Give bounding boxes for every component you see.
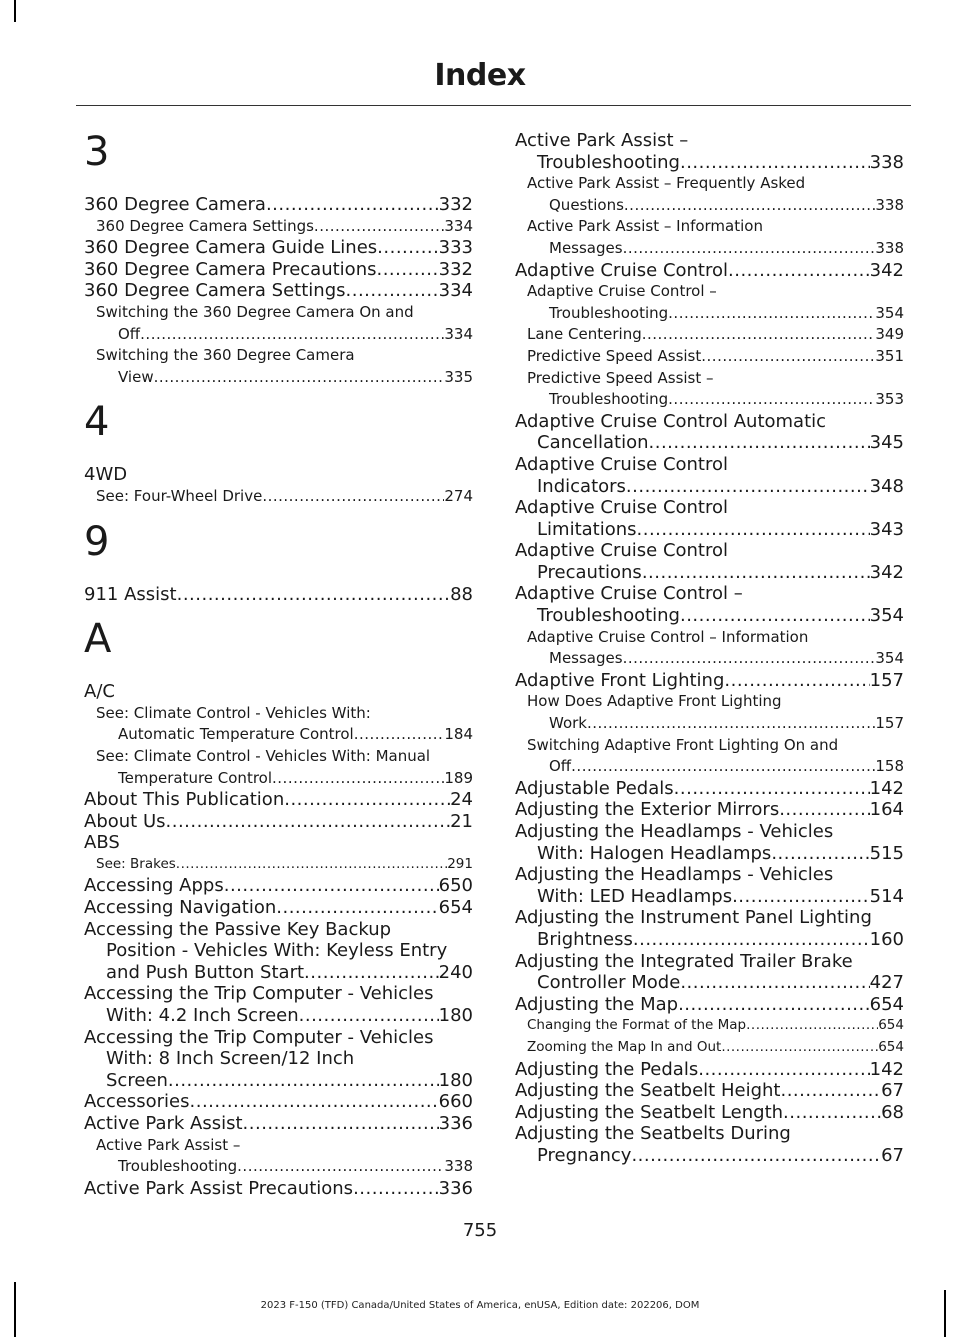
entry-text: Cancellation <box>537 432 649 454</box>
index-entry <box>84 259 473 281</box>
index-entry <box>84 237 473 259</box>
page-ref: 24 <box>450 789 473 811</box>
entry-text: Adjusting the Seatbelts During <box>515 1123 791 1145</box>
entry-text: Accessories <box>84 1091 190 1113</box>
entry-text: See: Climate Control - Vehicles With: Manual <box>96 746 431 765</box>
entry-text: With: 4.2 Inch Screen <box>106 1005 299 1027</box>
dot-leader <box>623 648 876 670</box>
dot-leader <box>732 886 870 908</box>
entry-text: Screen <box>106 1069 168 1091</box>
crop-mark-bottom-right <box>944 1290 946 1337</box>
header-divider <box>76 105 911 106</box>
index-entry <box>515 864 904 907</box>
entry-text: Off <box>549 757 572 776</box>
entry-text: Adjusting the Seatbelt Height <box>515 1080 781 1102</box>
index-entry <box>84 1113 473 1135</box>
entry-text: Controller Mode <box>537 972 681 994</box>
dot-leader <box>728 260 870 282</box>
index-entry <box>515 907 904 950</box>
dot-leader <box>166 811 451 833</box>
page-ref: 335 <box>444 367 473 386</box>
page-ref: 332 <box>438 258 473 280</box>
entry-text: Adjusting the Integrated Trailer Brake <box>515 950 853 972</box>
index-entry <box>515 497 904 540</box>
section-letter-heading: 4 <box>84 399 110 446</box>
index-entry <box>515 821 904 864</box>
entry-text: Troubleshooting <box>118 1157 238 1176</box>
entry-text: Troubleshooting <box>549 390 669 409</box>
entry-text: Work <box>549 714 587 733</box>
page-ref: 164 <box>869 799 904 821</box>
page-title: Index <box>434 58 526 93</box>
entry-text: With: 8 Inch Screen/12 Inch <box>106 1048 355 1070</box>
page-ref: 343 <box>869 518 904 540</box>
dot-leader <box>680 152 870 174</box>
entry-text: With: Halogen Headlamps <box>537 842 772 864</box>
entry-text: Troubleshooting <box>549 303 669 322</box>
entry-text: Adaptive Cruise Control <box>515 540 729 562</box>
entry-text: Adaptive Cruise Control <box>515 453 729 475</box>
page-ref: 654 <box>878 1017 904 1034</box>
index-subentry <box>515 346 904 368</box>
page-ref: 348 <box>869 475 904 497</box>
entry-text: Temperature Control <box>118 768 273 787</box>
index-subentry <box>84 486 473 508</box>
page-ref: 142 <box>869 1058 904 1080</box>
entry-text: About This Publication <box>84 789 285 811</box>
dot-leader <box>623 238 876 260</box>
index-entry <box>515 583 904 626</box>
index-entry <box>84 464 473 486</box>
index-subentry <box>84 302 473 345</box>
dot-leader <box>346 280 439 302</box>
index-entry <box>84 1091 473 1113</box>
index-subentry <box>84 345 473 388</box>
page-number: 755 <box>462 1220 498 1241</box>
index-entry <box>84 1178 473 1200</box>
dot-leader <box>668 389 875 411</box>
dot-leader <box>678 994 870 1016</box>
index-entry <box>515 670 904 692</box>
entry-text: and Push Button Start <box>106 961 305 983</box>
index-subentry <box>515 173 904 216</box>
page-ref: 338 <box>444 1157 473 1176</box>
index-entry <box>515 540 904 583</box>
dot-leader <box>642 324 876 346</box>
page-ref: 21 <box>450 810 473 832</box>
index-entry <box>84 584 473 606</box>
entry-text: 360 Degree Camera Settings <box>96 216 314 235</box>
dot-leader <box>668 303 875 325</box>
page-ref: 189 <box>444 768 473 787</box>
dot-leader <box>701 346 875 368</box>
page-ref: 654 <box>869 993 904 1015</box>
dot-leader <box>354 724 445 746</box>
dot-leader <box>140 324 444 346</box>
entry-text: Limitations <box>537 518 637 540</box>
index-entry <box>515 994 904 1016</box>
index-entry <box>515 778 904 800</box>
page-ref: 333 <box>438 237 473 259</box>
entry-text: Active Park Assist – Frequently Asked <box>527 174 806 193</box>
index-column-left <box>84 130 473 1199</box>
entry-text: Adjusting the Headlamps - Vehicles <box>515 821 834 842</box>
dot-leader <box>587 713 875 735</box>
page-ref: 654 <box>438 897 473 919</box>
entry-text: 360 Degree Camera Precautions <box>84 258 377 280</box>
index-entry <box>515 411 904 454</box>
index-subentry <box>84 746 473 789</box>
entry-text: Troubleshooting <box>537 605 680 627</box>
entry-text: ABS <box>84 832 120 854</box>
index-entry <box>515 1059 904 1081</box>
index-subentry <box>515 735 904 778</box>
entry-text: Zooming the Map In and Out <box>527 1038 722 1055</box>
dot-leader <box>299 1005 439 1027</box>
dot-leader <box>284 789 450 811</box>
entry-text: Position - Vehicles With: Keyless Entry <box>106 940 448 962</box>
index-entry <box>84 811 473 833</box>
dot-leader <box>631 1145 881 1167</box>
dot-leader <box>266 194 439 216</box>
dot-leader <box>314 216 444 238</box>
dot-leader <box>304 962 439 984</box>
entry-text: Active Park Assist – <box>515 130 689 151</box>
entry-text: Active Park Assist Precautions <box>84 1177 354 1199</box>
dot-leader <box>272 768 444 790</box>
index-subentry <box>84 1135 473 1178</box>
dot-leader <box>746 1015 878 1037</box>
page-ref: 68 <box>881 1101 904 1123</box>
entry-text: Adjusting the Instrument Panel Lighting <box>515 907 872 929</box>
dot-leader <box>224 875 439 897</box>
index-subentry <box>84 854 473 876</box>
index-entry <box>515 1080 904 1102</box>
entry-text: 911 Assist <box>84 583 177 605</box>
dot-leader <box>154 367 445 389</box>
page-ref: 353 <box>875 390 904 409</box>
entry-text: 360 Degree Camera <box>84 194 266 215</box>
page-ref: 158 <box>875 757 904 776</box>
index-subentry <box>515 216 904 259</box>
entry-text: Adjusting the Seatbelt Length <box>515 1101 784 1123</box>
index-subentry <box>515 324 904 346</box>
page-ref: 650 <box>438 875 473 897</box>
index-subentry <box>84 703 473 746</box>
index-entry <box>515 1123 904 1166</box>
entry-text: Messages <box>549 238 623 257</box>
dot-leader <box>779 799 869 821</box>
entry-text: Active Park Assist – Information <box>527 217 763 236</box>
index-entry <box>84 681 473 703</box>
page-ref: 342 <box>869 259 904 281</box>
dot-leader <box>262 486 444 508</box>
page-ref: 88 <box>450 583 473 605</box>
dot-leader <box>642 562 870 584</box>
entry-text: Adjustable Pedals <box>515 777 674 799</box>
page-ref: 654 <box>878 1038 904 1055</box>
page-ref: 660 <box>438 1091 473 1113</box>
edition-footer: 2023 F-150 (TFD) Canada/United States of America, enUSA, Edition date: 202206, DOM <box>260 1300 700 1311</box>
entry-text: See: Four-Wheel Drive <box>96 486 263 505</box>
index-subentry <box>84 216 473 238</box>
index-entry <box>84 875 473 897</box>
page-ref: 514 <box>869 885 904 907</box>
dot-leader <box>698 1059 869 1081</box>
entry-text: Questions <box>549 195 624 214</box>
entry-text: Pregnancy <box>537 1144 632 1166</box>
entry-text: Switching Adaptive Front Lighting On and <box>527 735 839 754</box>
entry-text: Predictive Speed Assist <box>527 346 702 365</box>
dot-leader <box>633 929 870 951</box>
dot-leader <box>680 605 870 627</box>
dot-leader <box>637 519 870 541</box>
entry-text: Adaptive Cruise Control – Information <box>527 627 809 646</box>
entry-text: About Us <box>84 810 166 832</box>
page-ref: 142 <box>869 777 904 799</box>
index-subentry <box>515 691 904 734</box>
dot-leader <box>176 854 447 876</box>
entry-text: Adjusting the Map <box>515 993 679 1015</box>
page-ref: 157 <box>875 714 904 733</box>
crop-mark-top-left <box>14 0 16 22</box>
page-ref: 291 <box>447 855 473 872</box>
dot-leader <box>571 756 875 778</box>
entry-text: Active Park Assist – <box>96 1135 241 1154</box>
section-letter-heading: 3 <box>84 129 110 175</box>
index-entry <box>515 260 904 282</box>
page-ref: 67 <box>881 1080 904 1102</box>
index-subentry <box>515 1015 904 1037</box>
entry-text: 360 Degree Camera Guide Lines <box>84 237 378 259</box>
index-subentry <box>515 281 904 324</box>
entry-text: Adaptive Cruise Control – <box>527 282 717 301</box>
page-ref: 342 <box>869 561 904 583</box>
dot-leader <box>780 1080 881 1102</box>
dot-leader <box>783 1102 881 1124</box>
entry-text: Accessing the Trip Computer - Vehicles <box>84 983 434 1005</box>
index-entry <box>515 454 904 497</box>
page-ref: 334 <box>444 324 473 343</box>
index-entry <box>84 789 473 811</box>
entry-text: Messages <box>549 649 623 668</box>
dot-leader <box>190 1091 439 1113</box>
page-ref: 354 <box>875 303 904 322</box>
dot-leader <box>353 1178 439 1200</box>
page-ref: 334 <box>444 216 473 235</box>
index-entry <box>515 799 904 821</box>
dot-leader <box>237 1156 444 1178</box>
dot-leader <box>168 1070 439 1092</box>
index-entry <box>84 897 473 919</box>
page-ref: 351 <box>875 346 904 365</box>
dot-leader <box>243 1113 439 1135</box>
page-ref: 240 <box>438 961 473 983</box>
index-entry <box>84 1027 473 1092</box>
page-ref: 180 <box>438 1005 473 1027</box>
entry-text: How Does Adaptive Front Lighting <box>527 692 782 711</box>
page-ref: 427 <box>869 972 904 994</box>
index-subentry <box>515 627 904 670</box>
index-entry <box>84 194 473 216</box>
dot-leader <box>771 843 869 865</box>
page-ref: 332 <box>438 194 473 215</box>
page-ref: 184 <box>444 725 473 744</box>
page-ref: 336 <box>438 1113 473 1134</box>
entry-text: See: Brakes <box>96 855 176 872</box>
page-ref: 160 <box>869 928 904 950</box>
page-ref: 515 <box>869 842 904 864</box>
index-column-right <box>515 130 904 1167</box>
entry-text: With: LED Headlamps <box>537 885 733 907</box>
index-entry <box>84 280 473 302</box>
entry-text: Troubleshooting <box>537 151 680 173</box>
page-ref: 157 <box>869 669 904 691</box>
entry-text: Adjusting the Pedals <box>515 1058 699 1080</box>
page-ref: 274 <box>444 486 473 505</box>
page-ref: 345 <box>869 432 904 454</box>
page-ref: 338 <box>875 238 904 257</box>
dot-leader <box>376 259 438 281</box>
dot-leader <box>624 195 875 217</box>
entry-text: Accessing the Passive Key Backup <box>84 918 392 940</box>
index-entry <box>515 130 904 173</box>
entry-text: Adaptive Front Lighting <box>515 669 725 691</box>
page-ref: 334 <box>438 280 473 302</box>
index-subentry <box>515 1037 904 1059</box>
entry-text: Brightness <box>537 928 633 950</box>
entry-text: Precautions <box>537 561 642 583</box>
entry-text: Accessing the Trip Computer - Vehicles <box>84 1026 434 1048</box>
dot-leader <box>377 237 438 259</box>
entry-text: Adaptive Cruise Control <box>515 259 729 281</box>
entry-text: Indicators <box>537 475 626 497</box>
entry-text: Switching the 360 Degree Camera <box>96 346 355 365</box>
entry-text: A/C <box>84 681 115 703</box>
entry-text: See: Climate Control - Vehicles With: <box>96 703 371 722</box>
index-entry <box>515 951 904 994</box>
entry-text: Adaptive Cruise Control <box>515 497 729 519</box>
index-entry <box>84 832 473 854</box>
entry-text: 4WD <box>84 464 128 486</box>
entry-text: Accessing Apps <box>84 875 224 897</box>
entry-text: View <box>118 367 154 386</box>
dot-leader <box>177 584 451 606</box>
page-ref: 336 <box>438 1177 473 1199</box>
entry-text: Changing the Format of the Map <box>527 1017 747 1034</box>
entry-text: Predictive Speed Assist – <box>527 368 714 387</box>
page-ref: 67 <box>881 1144 904 1166</box>
page-ref: 338 <box>869 151 904 173</box>
page-ref: 349 <box>875 325 904 344</box>
section-letter-heading: A <box>84 616 112 663</box>
dot-leader <box>276 897 438 919</box>
page-ref: 354 <box>869 605 904 627</box>
dot-leader <box>649 432 870 454</box>
index-entry <box>84 919 473 984</box>
dot-leader <box>680 972 869 994</box>
entry-text: Automatic Temperature Control <box>118 725 354 744</box>
page-ref: 338 <box>875 195 904 214</box>
entry-text: Adaptive Cruise Control Automatic <box>515 410 827 432</box>
index-entry <box>84 983 473 1026</box>
entry-text: Accessing Navigation <box>84 897 277 919</box>
page-ref: 354 <box>875 649 904 668</box>
dot-leader <box>724 670 869 692</box>
entry-text: Adjusting the Headlamps - Vehicles <box>515 864 834 886</box>
entry-text: Off <box>118 324 141 343</box>
dot-leader <box>721 1037 878 1059</box>
entry-text: Active Park Assist <box>84 1113 243 1134</box>
entry-text: 360 Degree Camera Settings <box>84 280 346 302</box>
index-subentry <box>515 368 904 411</box>
section-letter-heading: 9 <box>84 518 110 565</box>
dot-leader <box>674 778 870 800</box>
entry-text: Adaptive Cruise Control – <box>515 583 743 605</box>
dot-leader <box>626 476 870 498</box>
page-ref: 180 <box>438 1069 473 1091</box>
entry-text: Lane Centering <box>527 325 642 344</box>
entry-text: Adjusting the Exterior Mirrors <box>515 799 780 821</box>
entry-text: Switching the 360 Degree Camera On and <box>96 302 414 321</box>
index-entry <box>515 1102 904 1124</box>
